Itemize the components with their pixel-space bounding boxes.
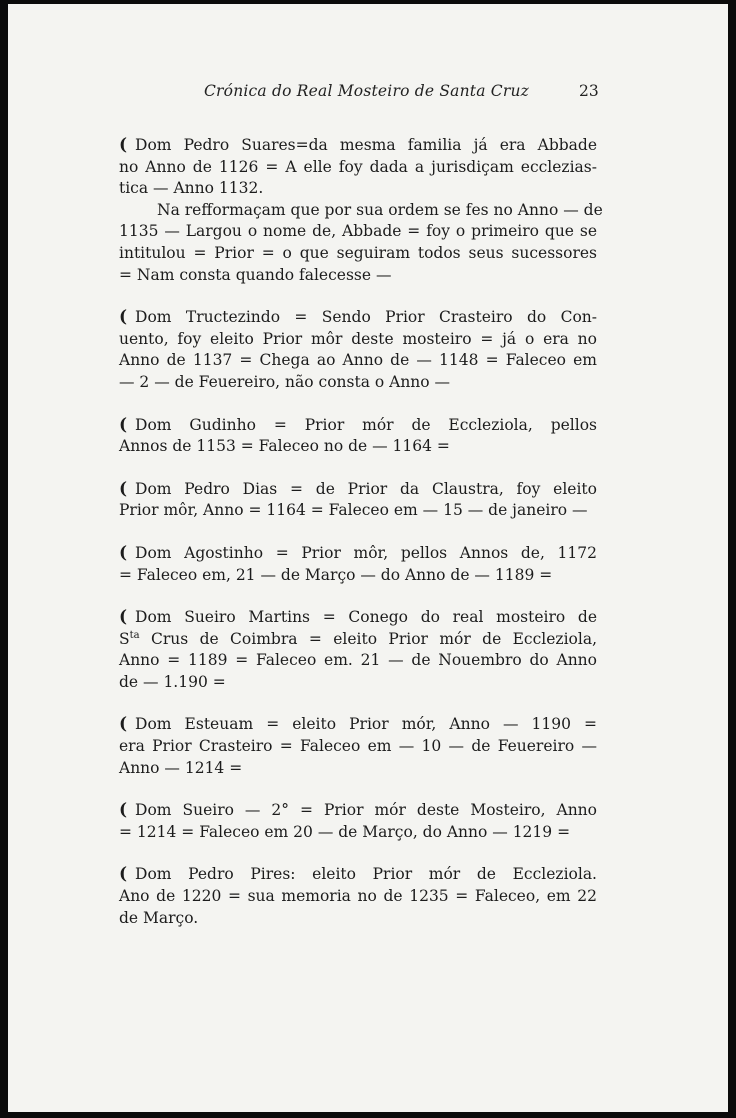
text-line: uento, foy eleito Prior môr deste mosteiro = já o era no: [119, 329, 597, 348]
text-line: ( Dom Tructezindo = Sendo Prior Crasteiro do Con-: [119, 307, 597, 328]
entry-dom-pedro-pires: [119, 864, 597, 929]
text-line: ( Dom Pedro Suares=da mesma familia já era Abbade: [119, 135, 597, 155]
page-body: [119, 135, 603, 950]
text-line: 1135 — Largou o nome de, Abbade = foy o primeiro que se: [119, 222, 597, 241]
page-header: [8, 82, 728, 106]
paragraph-mark-icon: (: [119, 714, 128, 735]
entry-dom-agostinho: [119, 543, 597, 586]
entry-dom-gudinho: [119, 415, 597, 458]
paragraph-mark-icon: (: [119, 864, 128, 885]
text-line: de Março.: [119, 908, 199, 927]
text-line: = 1214 = Faleceo em 20 — de Março, do Anno — 1219 =: [119, 822, 571, 841]
paragraph-mark-icon: (: [119, 542, 128, 563]
text-line: $S^{ta}$ Crus de Coimbra = eleito Prior mór de Eccleziola,: [119, 629, 597, 648]
paragraph-mark-icon: (: [119, 800, 128, 821]
paragraph-mark-icon: (: [119, 307, 128, 328]
paragraph-mark-icon: (: [119, 135, 128, 155]
text-line: ( Dom Pedro Dias = de Prior da Claustra, foy eleito: [119, 478, 597, 499]
text-line: — 2 — de Feuereiro, não consta o Anno —: [119, 372, 451, 391]
text-line: ( Dom Agostinho = Prior môr, pellos Annos de, 1172: [119, 542, 597, 563]
page-number: 23: [579, 82, 599, 100]
text-line: Prior môr, Anno = 1164 = Faleceo em — 15 — de janeiro —: [119, 501, 588, 520]
book-page: [8, 4, 728, 1112]
entry-dom-pedro-dias: [119, 479, 597, 522]
entry-dom-pedro-suares: [119, 135, 597, 200]
text-line: tica — Anno 1132.: [119, 179, 264, 198]
entry-dom-tructezindo: [119, 307, 597, 393]
text-line: ( Dom Gudinho = Prior mór de Eccleziola, pellos: [119, 414, 597, 435]
paragraph-refformacam: [119, 200, 603, 286]
text-line: ( Dom Esteuam = eleito Prior mór, Anno — 1190 =: [119, 714, 597, 735]
paragraph-mark-icon: (: [119, 478, 128, 499]
text-line: Anno de 1137 = Chega ao Anno de — 1148 = Faleceo em: [119, 351, 597, 370]
text-line: Anno = 1189 = Faleceo em. 21 — de Nouembro do Anno: [119, 651, 597, 670]
entry-dom-sueiro-2: [119, 800, 597, 843]
text-line: ( Dom Sueiro Martins = Conego do real mosteiro de: [119, 607, 597, 628]
text-line: intitulou = Prior = o que seguiram todos seus sucessores: [119, 243, 597, 262]
text-line: Anno — 1214 =: [119, 758, 243, 777]
text-line: = Nam consta quando falecesse —: [119, 265, 392, 284]
text-line: = Faleceo em, 21 — de Março — do Anno de — 1189 =: [119, 565, 553, 584]
text-line: de — 1.190 =: [119, 672, 226, 691]
paragraph-mark-icon: (: [119, 414, 128, 435]
text-line: ( Dom Pedro Pires: eleito Prior mór de Eccleziola.: [119, 864, 597, 885]
paragraph-mark-icon: (: [119, 607, 128, 628]
text-line: Annos de 1153 = Faleceo no de — 1164 =: [119, 437, 450, 456]
entry-dom-sueiro-martins: [119, 607, 597, 693]
text-line: ( Dom Sueiro — 2° = Prior mór deste Mosteiro, Anno: [119, 800, 597, 821]
text-line: era Prior Crasteiro = Faleceo em — 10 — de Feuereiro —: [119, 737, 597, 756]
text-line: Na refformaçam que por sua ordem se fes no Anno — de: [157, 200, 603, 219]
text-line: Ano de 1220 = sua memoria no de 1235 = Faleceo, em 22: [119, 887, 597, 906]
entry-dom-esteuam: [119, 714, 597, 779]
running-title: Crónica do Real Mosteiro de Santa Cruz: [204, 82, 530, 100]
text-line: no Anno de 1126 = A elle foy dada a jurisdiçam ecclezias-: [119, 157, 597, 176]
